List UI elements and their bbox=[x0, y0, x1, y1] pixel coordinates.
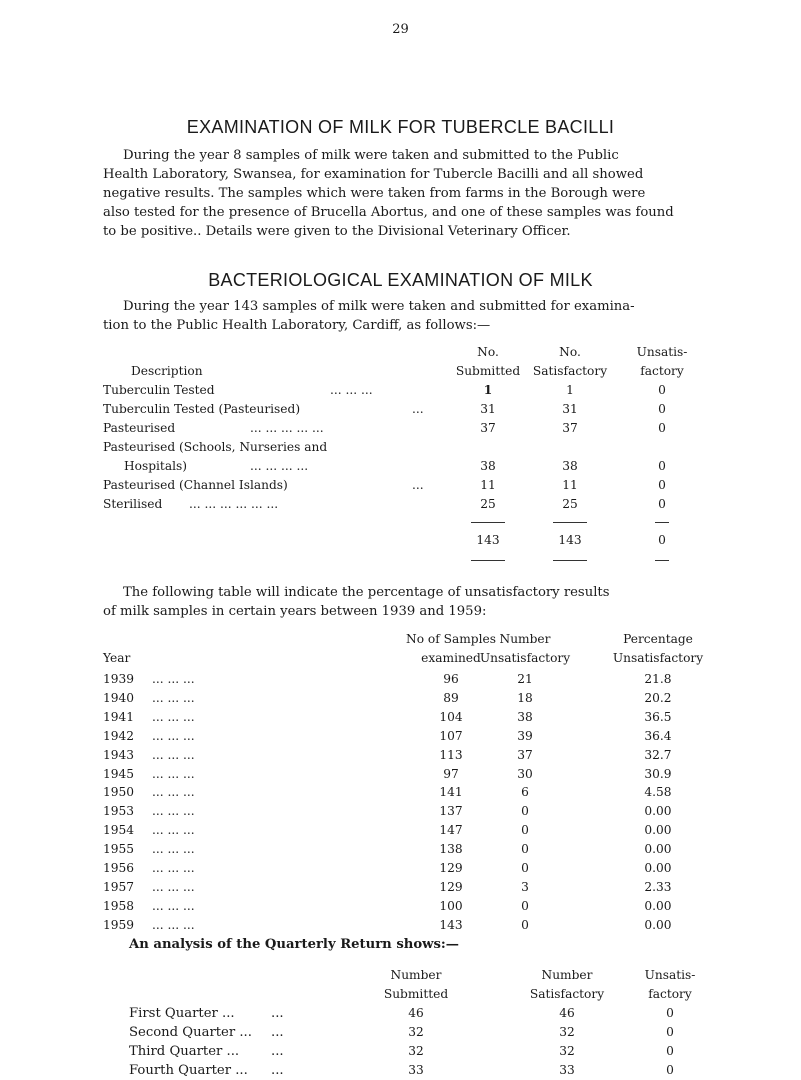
row-dots: ... ... ... ... bbox=[250, 459, 309, 473]
cell-submitted: 46 bbox=[408, 1006, 424, 1020]
col-header-examined: No of Samples bbox=[406, 632, 496, 646]
cell-percentage: 36.5 bbox=[644, 709, 672, 724]
total-rule bbox=[553, 522, 587, 523]
cell-percentage: 0.00 bbox=[644, 804, 672, 819]
cell-satisfactory: 31 bbox=[562, 402, 578, 416]
row-dots: ... ... ... bbox=[152, 690, 195, 705]
cell-examined: 107 bbox=[439, 728, 463, 743]
cell-year: 1955 bbox=[103, 842, 135, 857]
cell-percentage: 0.00 bbox=[644, 823, 672, 838]
col-header-satisfactory: Number bbox=[541, 968, 593, 982]
row-dots: ... ... ... bbox=[152, 861, 195, 875]
section-title-bacteriological: BACTERIOLOGICAL EXAMINATION OF MILK bbox=[208, 270, 593, 290]
cell-examined: 138 bbox=[439, 842, 463, 857]
row-dots: ... ... ... bbox=[152, 823, 195, 838]
cell-unsatisfactory: 30 bbox=[517, 766, 533, 781]
cell-year: 1959 bbox=[103, 917, 135, 932]
col-header-unsatisfactory: Unsatis- bbox=[644, 968, 696, 982]
cell-unsatisfactory: 0 bbox=[666, 1006, 674, 1020]
cell-examined: 129 bbox=[439, 861, 463, 875]
cell-submitted: 32 bbox=[408, 1044, 424, 1058]
cell-examined: 137 bbox=[439, 804, 463, 819]
cell-unsatisfactory: 21 bbox=[517, 672, 533, 686]
row-dots: ... bbox=[271, 1006, 284, 1021]
cell-examined: 89 bbox=[443, 690, 459, 705]
cell-unsatisfactory: 0 bbox=[666, 1025, 674, 1039]
cell-submitted: 37 bbox=[480, 421, 496, 435]
cell-percentage: 32.7 bbox=[644, 747, 672, 762]
cell-submitted: 1 bbox=[483, 383, 493, 397]
row-label: Tuberculin Tested bbox=[103, 383, 215, 397]
total-rule bbox=[553, 560, 587, 561]
row-label: Tuberculin Tested (Pasteurised) bbox=[103, 402, 301, 416]
cell-submitted: 33 bbox=[408, 1063, 424, 1077]
paragraph-line: tion to the Public Health Laboratory, Cardiff, as follows:— bbox=[103, 318, 491, 333]
row-dots: ... ... ... bbox=[152, 672, 195, 686]
col-header-percentage: Unsatisfactory bbox=[612, 651, 704, 665]
row-dots: ... ... ... bbox=[152, 804, 195, 819]
cell-unsatisfactory: 0 bbox=[521, 917, 529, 932]
row-label: Pasteurised (Schools, Nurseries and bbox=[103, 440, 328, 454]
cell-unsatisfactory: 0 bbox=[666, 1063, 674, 1077]
cell-year: 1945 bbox=[103, 766, 135, 781]
cell-examined: 100 bbox=[439, 898, 463, 913]
row-label: Third Quarter ... bbox=[129, 1044, 240, 1059]
cell-satisfactory: 25 bbox=[562, 497, 578, 511]
cell-satisfactory: 38 bbox=[562, 459, 578, 473]
cell-year: 1943 bbox=[103, 747, 135, 762]
row-dots: ... ... ... bbox=[152, 842, 195, 857]
total-rule bbox=[471, 560, 505, 561]
cell-unsatisfactory: 37 bbox=[517, 747, 533, 762]
row-label: Second Quarter ... bbox=[129, 1025, 252, 1040]
row-dots: ... ... ... bbox=[152, 709, 195, 724]
cell-examined: 113 bbox=[439, 747, 463, 762]
row-dots: ... ... ... bbox=[152, 747, 195, 762]
cell-year: 1957 bbox=[103, 879, 135, 894]
cell-year: 1940 bbox=[103, 690, 135, 705]
col-header-examined: examined bbox=[421, 651, 481, 665]
col-header-satisfactory: No. bbox=[559, 345, 581, 359]
row-dots: ... bbox=[412, 478, 424, 492]
paragraph-line: also tested for the presence of Brucella Abortus, and one of these samples was found bbox=[103, 205, 674, 220]
row-label: Fourth Quarter ... bbox=[129, 1063, 248, 1078]
cell-satisfactory: 32 bbox=[559, 1044, 575, 1058]
col-header-number-unsatisfactory: Unsatisfactory bbox=[479, 651, 571, 665]
paragraph-line: The following table will indicate the percentage of unsatisfactory results bbox=[123, 585, 610, 600]
cell-unsatisfactory: 0 bbox=[521, 842, 529, 857]
cell-satisfactory: 46 bbox=[559, 1006, 575, 1020]
row-dots: ... bbox=[271, 1025, 284, 1040]
cell-percentage: 30.9 bbox=[644, 766, 672, 781]
row-dots: ... bbox=[271, 1044, 284, 1059]
total-submitted: 143 bbox=[476, 533, 500, 547]
row-dots: ... ... ... bbox=[152, 898, 195, 913]
cell-unsatisfactory: 0 bbox=[658, 459, 666, 473]
cell-percentage: 4.58 bbox=[644, 785, 672, 800]
col-header-description: Description bbox=[131, 364, 203, 378]
cell-percentage: 2.33 bbox=[644, 879, 672, 894]
cell-unsatisfactory: 0 bbox=[521, 823, 529, 838]
row-dots: ... ... ... bbox=[152, 917, 195, 932]
cell-submitted: 11 bbox=[480, 478, 496, 492]
cell-unsatisfactory: 0 bbox=[521, 861, 529, 875]
col-header-submitted: Submitted bbox=[383, 987, 449, 1001]
cell-year: 1950 bbox=[103, 785, 135, 800]
cell-unsatisfactory: 39 bbox=[517, 728, 533, 743]
cell-satisfactory: 37 bbox=[562, 421, 578, 435]
row-label: Sterilised bbox=[103, 497, 163, 511]
cell-unsatisfactory: 0 bbox=[658, 402, 666, 416]
cell-examined: 129 bbox=[439, 879, 463, 894]
total-rule bbox=[471, 522, 505, 523]
cell-percentage: 21.8 bbox=[644, 672, 672, 686]
col-header-submitted: Number bbox=[390, 968, 442, 982]
cell-satisfactory: 11 bbox=[562, 478, 578, 492]
cell-unsatisfactory: 0 bbox=[658, 478, 666, 492]
paragraph-line: negative results. The samples which were taken from farms in the Borough were bbox=[103, 186, 646, 201]
row-dots: ... ... ... bbox=[152, 766, 195, 781]
row-label: Pasteurised (Channel Islands) bbox=[103, 478, 288, 492]
row-dots: ... ... ... bbox=[152, 728, 195, 743]
paragraph-line: to be positive.. Details were given to the Divisional Veterinary Officer. bbox=[103, 224, 571, 239]
cell-submitted: 32 bbox=[408, 1025, 424, 1039]
cell-submitted: 38 bbox=[480, 459, 496, 473]
cell-percentage: 0.00 bbox=[644, 917, 672, 932]
paragraph-line: During the year 143 samples of milk were taken and submitted for examina- bbox=[123, 299, 635, 314]
paragraph-line: During the year 8 samples of milk were taken and submitted to the Public bbox=[123, 148, 619, 163]
col-header-unsatisfactory: factory bbox=[640, 364, 684, 378]
cell-year: 1953 bbox=[103, 804, 135, 819]
cell-percentage: 0.00 bbox=[644, 861, 672, 875]
cell-unsatisfactory: 0 bbox=[666, 1044, 674, 1058]
paragraph-line: of milk samples in certain years between 1939 and 1959: bbox=[103, 604, 487, 619]
cell-unsatisfactory: 0 bbox=[658, 497, 666, 511]
cell-year: 1939 bbox=[103, 672, 135, 686]
bacteriological-paragraph bbox=[103, 297, 723, 335]
cell-unsatisfactory: 0 bbox=[658, 383, 666, 397]
total-rule bbox=[655, 560, 669, 561]
cell-year: 1942 bbox=[103, 728, 135, 743]
col-header-year: Year bbox=[103, 651, 131, 665]
row-dots: ... ... ... ... ... bbox=[250, 421, 324, 435]
cell-examined: 147 bbox=[439, 823, 463, 838]
cell-satisfactory: 33 bbox=[559, 1063, 575, 1077]
col-header-submitted: Submitted bbox=[455, 364, 521, 378]
cell-percentage: 0.00 bbox=[644, 898, 672, 913]
row-dots: ... bbox=[412, 402, 424, 416]
cell-unsatisfactory: 3 bbox=[521, 879, 529, 894]
cell-examined: 97 bbox=[443, 766, 459, 781]
cell-unsatisfactory: 6 bbox=[521, 785, 529, 800]
cell-satisfactory: 32 bbox=[559, 1025, 575, 1039]
total-unsatisfactory: 0 bbox=[658, 533, 666, 547]
page-number: 29 bbox=[392, 22, 409, 37]
cell-year: 1954 bbox=[103, 823, 135, 838]
cell-examined: 104 bbox=[439, 709, 463, 724]
total-satisfactory: 143 bbox=[558, 533, 582, 547]
paragraph-line: Health Laboratory, Swansea, for examination for Tubercle Bacilli and all showed bbox=[103, 167, 644, 182]
row-dots: ... ... ... bbox=[152, 879, 195, 894]
cell-unsatisfactory: 0 bbox=[521, 804, 529, 819]
cell-percentage: 0.00 bbox=[644, 842, 672, 857]
quarterly-intro: An analysis of the Quarterly Return shows:— bbox=[129, 937, 459, 952]
total-rule bbox=[655, 522, 669, 523]
cell-submitted: 31 bbox=[480, 402, 496, 416]
col-header-percentage: Percentage bbox=[623, 632, 693, 646]
row-dots: ... ... ... ... ... ... bbox=[189, 497, 279, 511]
row-label: First Quarter ... bbox=[129, 1006, 235, 1021]
row-label-continued: Hospitals) bbox=[124, 459, 187, 473]
cell-unsatisfactory: 0 bbox=[658, 421, 666, 435]
col-header-satisfactory: Satisfactory bbox=[529, 987, 605, 1001]
cell-examined: 141 bbox=[439, 785, 463, 800]
col-header-unsatisfactory: Unsatis- bbox=[636, 345, 688, 359]
cell-examined: 96 bbox=[443, 672, 459, 686]
cell-unsatisfactory: 18 bbox=[517, 690, 533, 705]
cell-submitted: 25 bbox=[480, 497, 496, 511]
percentage-paragraph bbox=[103, 583, 723, 621]
cell-examined: 143 bbox=[439, 917, 463, 932]
row-dots: ... ... ... bbox=[330, 383, 373, 397]
cell-percentage: 36.4 bbox=[644, 728, 672, 743]
col-header-satisfactory: Satisfactory bbox=[532, 364, 608, 378]
section-title-tubercle: EXAMINATION OF MILK FOR TUBERCLE BACILLI bbox=[186, 117, 615, 137]
col-header-unsatisfactory: factory bbox=[648, 987, 692, 1001]
cell-percentage: 20.2 bbox=[644, 690, 672, 705]
cell-satisfactory: 1 bbox=[566, 383, 574, 397]
tubercle-paragraph bbox=[103, 146, 723, 241]
col-header-number-unsatisfactory: Number bbox=[499, 632, 551, 646]
cell-year: 1941 bbox=[103, 709, 135, 724]
cell-unsatisfactory: 0 bbox=[521, 898, 529, 913]
cell-unsatisfactory: 38 bbox=[517, 709, 533, 724]
col-header-submitted: No. bbox=[477, 345, 499, 359]
cell-year: 1958 bbox=[103, 898, 135, 913]
row-dots: ... bbox=[271, 1063, 284, 1078]
cell-year: 1956 bbox=[103, 861, 135, 875]
row-label: Pasteurised bbox=[103, 421, 176, 435]
row-dots: ... ... ... bbox=[152, 785, 195, 800]
